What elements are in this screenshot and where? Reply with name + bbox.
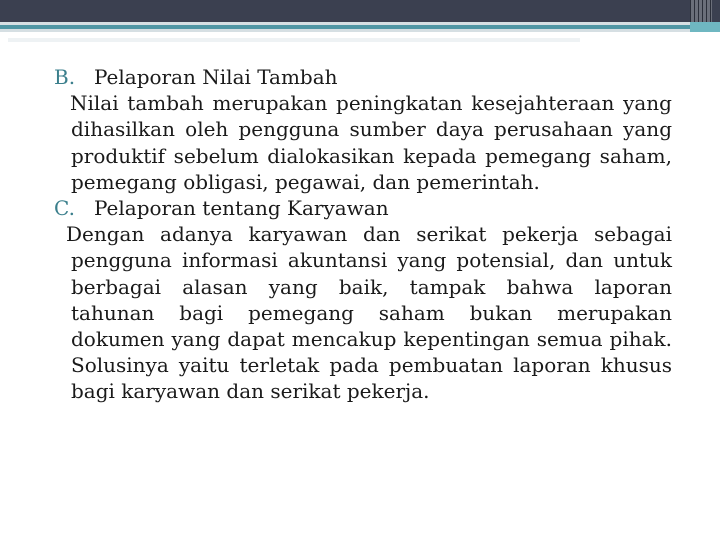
section-heading-b bbox=[54, 64, 672, 90]
section-title: Pelaporan Nilai Tambah bbox=[94, 65, 338, 89]
section-letter: B. bbox=[54, 65, 76, 89]
slide-accent-bar bbox=[0, 22, 720, 32]
decorative-stripes bbox=[690, 0, 712, 22]
section-heading-c bbox=[54, 195, 672, 221]
slide-divider bbox=[8, 38, 580, 42]
section-letter: C. bbox=[54, 196, 75, 221]
section-body-c: Dengan adanya karyawan dan serikat pekerja sebagai pengguna informasi akuntansi yang potensial, dan untuk berbagai alasan yang baik, tampak bahwa laporan tahunan bagi pemegang saham bukan merupakan dokumen yang dapat mencakup kepentingan semua pihak. Solusinya yaitu terletak pada pembuatan laporan khusus bagi karyawan dan serikat pekerja. bbox=[66, 222, 672, 404]
slide-content bbox=[54, 64, 672, 405]
section-title: Pelaporan tentang Karyawan bbox=[94, 196, 389, 221]
section-body-b: Nilai tambah merupakan peningkatan kesejahteraan yang dihasilkan oleh pengguna sumber daya perusahaan yang produktif sebelum dialokasikan kepada pemegang saham, pemegang obligasi, pegawai, dan pemerintah. bbox=[70, 91, 672, 194]
slide-top-bar bbox=[0, 0, 720, 22]
